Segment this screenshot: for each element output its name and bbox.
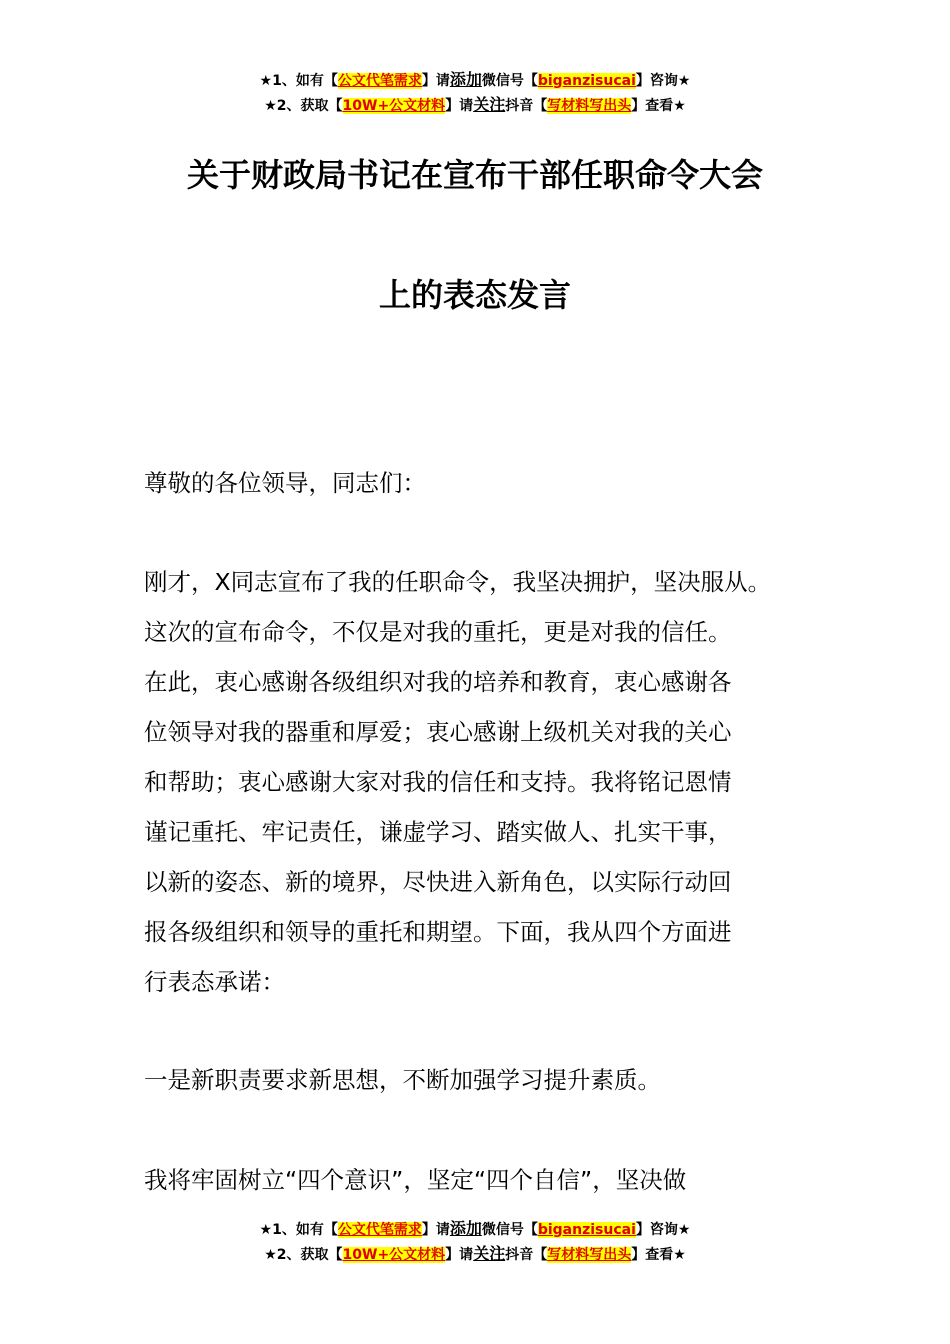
banner-text: 微信号【	[481, 73, 538, 89]
text-line: 和帮助；衷心感谢大家对我的信任和支持。我将铭记恩情	[144, 768, 732, 796]
text-line: 以新的姿态、新的境界，尽快进入新角色，以实际行动回	[144, 868, 732, 896]
text-line: 位领导对我的器重和厚爱；衷心感谢上级机关对我的关心	[144, 718, 732, 746]
text-line: 报各级组织和领导的重托和期望。下面，我从四个方面进	[144, 918, 732, 946]
banner-emphasis: 添加	[449, 1219, 482, 1238]
highlight-service: 公文代笔需求	[337, 73, 422, 89]
title-line-1: 关于财政局书记在宣布干部任职命令大会	[186, 156, 763, 194]
banner-text: 】查看★	[631, 98, 686, 114]
banner-text: 微信号【	[481, 1222, 538, 1238]
highlight-wechat-id: biganzisucai	[537, 73, 636, 89]
banner-text: 】请	[421, 73, 450, 89]
paragraph-1	[144, 557, 834, 1007]
text-line: 这次的宣布命令，不仅是对我的重托，更是对我的信任。	[144, 618, 732, 646]
highlight-douyin: 写材料写出头	[547, 98, 632, 114]
banner-emphasis: 添加	[449, 70, 482, 89]
banner-text: ★2、获取【	[264, 1247, 343, 1263]
banner-text: ★1、如有【	[259, 1222, 338, 1238]
heading-1: 一是新职责要求新思想，不断加强学习提升素质。	[144, 1066, 661, 1094]
banner-text: 】请	[445, 98, 474, 114]
highlight-materials: 10W+公文材料	[342, 98, 446, 114]
banner-line-1	[0, 1217, 950, 1242]
banner-text: 抖音【	[505, 98, 548, 114]
banner-text: ★1、如有【	[259, 73, 338, 89]
banner-text: 】请	[421, 1222, 450, 1238]
text-line: 在此，衷心感谢各级组织对我的培养和教育，衷心感谢各	[144, 668, 732, 696]
banner-emphasis: 关注	[473, 1244, 506, 1263]
banner-text: 】查看★	[631, 1247, 686, 1263]
salutation: 尊敬的各位领导，同志们：	[144, 469, 426, 497]
banner-line-2	[0, 93, 950, 118]
highlight-wechat-id: biganzisucai	[537, 1222, 636, 1238]
highlight-douyin: 写材料写出头	[547, 1247, 632, 1263]
title-line-2: 上的表态发言	[378, 276, 571, 314]
top-banner	[0, 68, 950, 118]
highlight-materials: 10W+公文材料	[342, 1247, 446, 1263]
highlight-service: 公文代笔需求	[337, 1222, 422, 1238]
text-line: 行表态承诺：	[144, 968, 285, 996]
paragraph-2: 我将牢固树立“四个意识”，坚定“四个自信”，坚决做	[144, 1166, 687, 1194]
banner-text: 】咨询★	[635, 1222, 691, 1238]
banner-line-1	[0, 68, 950, 93]
banner-text: 】请	[445, 1247, 474, 1263]
banner-emphasis: 关注	[473, 95, 506, 114]
bottom-banner	[0, 1217, 950, 1267]
banner-text: 】咨询★	[635, 73, 691, 89]
banner-text: ★2、获取【	[264, 98, 343, 114]
text-line: 谨记重托、牢记责任，谦虚学习、踏实做人、扎实干事，	[144, 818, 732, 846]
banner-text: 抖音【	[505, 1247, 548, 1263]
text-line: 刚才，X同志宣布了我的任职命令，我坚决拥护，坚决服从。	[144, 568, 772, 596]
banner-line-2	[0, 1242, 950, 1267]
